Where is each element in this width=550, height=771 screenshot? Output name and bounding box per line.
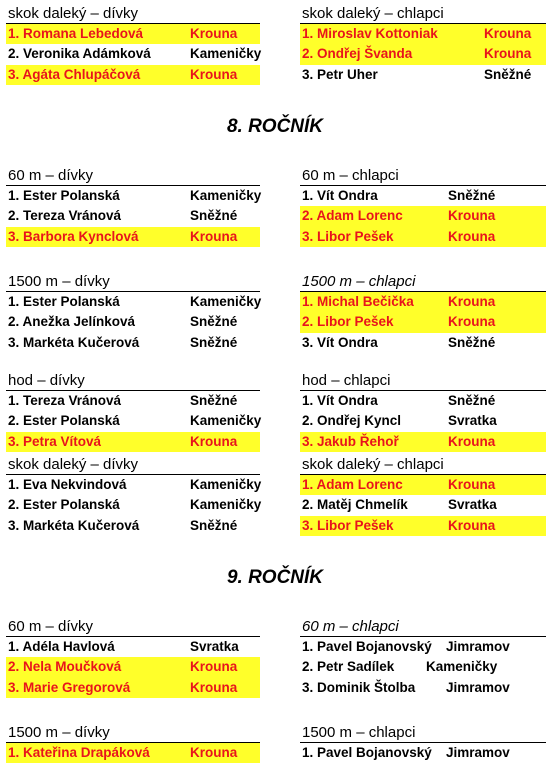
result-row [300,516,546,536]
club-name: Krouna [190,66,238,82]
athlete-name: 2. Nela Moučková [8,659,122,675]
event-1500m-boys-9 [300,723,546,763]
event-title: 60 m – dívky [6,166,260,186]
result-row [6,432,260,452]
athlete-name: 2. Ester Polanská [8,413,120,429]
athlete-name: 2. Libor Pešek [302,314,394,330]
club-name: Sněžné [448,334,496,350]
athlete-name: 1. Pavel Bojanovský [302,745,432,760]
result-row [6,44,260,64]
club-name: Jimramov [446,639,510,654]
club-name: Sněžné [448,393,496,408]
result-row [6,743,260,763]
athlete-name: 3. Markéta Kučerová [8,334,140,350]
athlete-name: 1. Miroslav Kottoniak [302,26,438,41]
athlete-name: 2. Veronika Adámková [8,46,151,62]
athlete-name: 1. Kateřina Drapáková [8,745,150,760]
section-heading-9: 9. ROČNÍK [226,567,324,588]
event-title: 1500 m – chlapci [300,272,546,292]
club-name: Krouna [448,314,496,330]
club-name: Sněžné [190,314,238,330]
result-row [300,333,546,353]
athlete-name: 1. Eva Nekvindová [8,477,127,492]
event-title: 60 m – chlapci [300,166,546,186]
athlete-name: 1. Romana Lebedová [8,26,144,41]
club-name: Krouna [190,745,238,760]
athlete-name: 3. Barbora Kynclová [8,228,139,244]
athlete-name: 3. Markéta Kučerová [8,517,140,533]
athlete-name: 3. Petr Uher [302,66,378,82]
club-name: Sněžné [448,188,496,203]
club-name: Sněžné [190,208,238,224]
athlete-name: 1. Vít Ondra [302,393,378,408]
club-name: Krouna [190,228,238,244]
club-name: Krouna [448,477,496,492]
club-name: Krouna [448,208,496,224]
club-name: Sněžné [190,517,238,533]
result-row [6,495,260,515]
club-name: Kameničky [190,497,262,513]
event-title: 60 m – dívky [6,617,260,637]
athlete-name: 3. Marie Gregorová [8,679,131,695]
result-row [6,312,260,332]
athlete-name: 1. Michal Bečička [302,294,414,309]
club-name: Jimramov [446,745,510,760]
club-name: Kameničky [190,188,262,203]
athlete-name: 2. Ester Polanská [8,497,120,513]
athlete-name: 3. Vít Ondra [302,334,378,350]
club-name: Krouna [190,679,238,695]
result-row [6,637,260,657]
event-title: skok daleký – dívky [6,455,260,475]
athlete-name: 3. Petra Vítová [8,433,102,449]
athlete-name: 2. Ondřej Kyncl [302,413,402,429]
result-row [6,475,260,495]
event-title: 60 m – chlapci [300,617,546,637]
club-name: Krouna [484,46,532,62]
result-row [300,44,546,64]
result-row [6,657,260,677]
event-title: skok daleký – dívky [6,4,260,24]
event-1500m-boys-8 [300,272,546,353]
result-row [6,411,260,431]
club-name: Sněžné [190,334,238,350]
athlete-name: 1. Adam Lorenc [302,477,403,492]
result-row [300,411,546,431]
section-heading-8: 8. ROČNÍK [226,116,324,137]
result-row [6,206,260,226]
athlete-name: 2. Anežka Jelínková [8,314,136,330]
result-row [6,24,260,44]
result-row [6,391,260,411]
event-longjump-girls-8 [6,455,260,536]
club-name: Svratka [448,413,497,429]
result-row [300,678,546,698]
club-name: Krouna [448,433,496,449]
athlete-name: 1. Tereza Vránová [8,393,122,408]
result-row [300,743,546,763]
event-60m-girls-8 [6,166,260,247]
result-row [300,312,546,332]
event-title: hod – chlapci [300,371,546,391]
club-name: Krouna [484,26,532,41]
club-name: Krouna [190,433,238,449]
result-row [300,24,546,44]
event-1500m-girls-9 [6,723,260,763]
result-row [6,292,260,312]
event-title: hod – dívky [6,371,260,391]
event-throw-boys-8 [300,371,546,452]
club-name: Jimramov [446,679,510,695]
club-name: Svratka [190,639,239,654]
club-name: Kameničky [426,659,498,675]
club-name: Sněžné [190,393,238,408]
club-name: Krouna [448,294,496,309]
athlete-name: 1. Ester Polanská [8,294,120,309]
athlete-name: 2. Adam Lorenc [302,208,403,224]
result-row [300,65,546,85]
event-1500m-girls-8 [6,272,260,353]
athlete-name: 3. Agáta Chlupáčová [8,66,141,82]
athlete-name: 3. Libor Pešek [302,517,394,533]
result-row [6,516,260,536]
club-name: Svratka [448,497,497,513]
athlete-name: 2. Petr Sadílek [302,659,395,675]
club-name: Krouna [448,517,496,533]
club-name: Kameničky [190,46,262,62]
event-throw-girls-8 [6,371,260,452]
result-row [300,495,546,515]
result-row [6,65,260,85]
club-name: Krouna [190,659,238,675]
club-name: Krouna [448,228,496,244]
event-title: 1500 m – dívky [6,723,260,743]
club-name: Sněžné [484,66,532,82]
event-60m-boys-8 [300,166,546,247]
top-right-event [300,4,546,85]
athlete-name: 2. Ondřej Švanda [302,46,413,62]
result-row [300,292,546,312]
result-row [6,186,260,206]
event-title: 1500 m – dívky [6,272,260,292]
athlete-name: 3. Jakub Řehoř [302,433,399,449]
result-row [6,678,260,698]
club-name: Kameničky [190,294,262,309]
result-row [6,333,260,353]
event-title: skok daleký – chlapci [300,4,546,24]
athlete-name: 2. Matěj Chmelík [302,497,408,513]
event-longjump-boys-8 [300,455,546,536]
club-name: Krouna [190,26,238,41]
athlete-name: 1. Ester Polanská [8,188,120,203]
event-title: skok daleký – chlapci [300,455,546,475]
event-title: 1500 m – chlapci [300,723,546,743]
result-row [300,657,546,677]
club-name: Kameničky [190,413,262,429]
event-60m-boys-9 [300,617,546,698]
result-row [300,227,546,247]
event-60m-girls-9 [6,617,260,698]
result-row [300,432,546,452]
athlete-name: 1. Vít Ondra [302,188,378,203]
athlete-name: 2. Tereza Vránová [8,208,122,224]
result-row [6,227,260,247]
result-row [300,637,546,657]
athlete-name: 3. Dominik Štolba [302,679,416,695]
top-left-event [6,4,260,85]
result-row [300,206,546,226]
result-row [300,475,546,495]
athlete-name: 1. Adéla Havlová [8,639,115,654]
athlete-name: 3. Libor Pešek [302,228,394,244]
result-row [300,391,546,411]
club-name: Kameničky [190,477,262,492]
result-row [300,186,546,206]
athlete-name: 1. Pavel Bojanovský [302,639,432,654]
